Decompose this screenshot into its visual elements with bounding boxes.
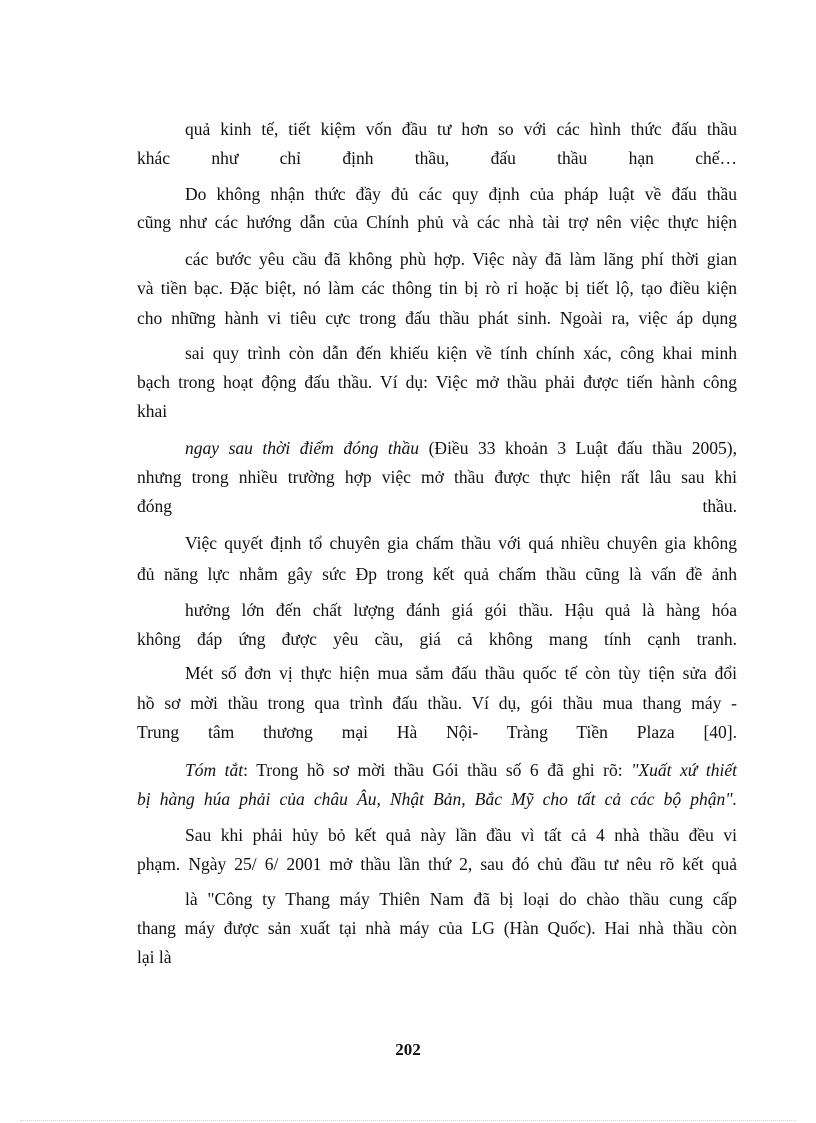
- quote-start: "Xuất xứ thiết: [631, 760, 737, 780]
- paragraph-line: bạch trong hoạt động đấu thầu. Ví dụ: Việc mở thầu phải được tiến hành công: [137, 372, 737, 392]
- summary-label: Tóm tắt: [185, 760, 244, 780]
- paragraph-line: Do không nhận thức đầy đủ các quy định của pháp luật về đấu thầu: [185, 184, 737, 204]
- paragraph-line: [185, 759, 737, 781]
- paragraph-line: và tiền bạc. Đặc biệt, nó làm các thông tin bị rò rỉ hoặc bị tiết lộ, tạo điều kiện: [137, 278, 737, 298]
- paragraph-line: khai: [137, 401, 168, 421]
- paragraph-line: hưởng lớn đến chất lượng đánh giá gói thầu. Hậu quả là hàng hóa: [185, 600, 737, 620]
- paragraph-line: khác như chỉ định thầu, đấu thầu hạn chế…: [137, 148, 737, 168]
- paragraph-line: lại là: [137, 947, 172, 967]
- italic-phrase: ngay sau thời điểm đóng thầu: [185, 438, 420, 458]
- paragraph-line: quả kinh tế, tiết kiệm vốn đầu tư hơn so với các hình thức đấu thầu: [185, 119, 737, 139]
- page-number: 202: [395, 1040, 421, 1059]
- paragraph-line: cũng như các hướng dẫn của Chính phủ và các nhà tài trợ nên việc thực hiện: [137, 212, 737, 232]
- quote-line: bị hàng húa phải của châu Âu, Nhật Bản, Bắc Mỹ cho tất cả các bộ phận".: [137, 789, 737, 809]
- paragraph-line: hồ sơ mời thầu trong qua trình đấu thầu. Ví dụ, gói thầu mua thang máy -: [137, 693, 737, 713]
- bottom-divider: [20, 1120, 796, 1121]
- paragraph-line: sai quy trình còn dẫn đến khiếu kiện về tính chính xác, công khai minh: [185, 343, 737, 363]
- paragraph-line: không đáp ứng được yêu cầu, giá cả không mang tính cạnh tranh.: [137, 629, 737, 649]
- paragraph-line: phạm. Ngày 25/ 6/ 2001 mở thầu lần thứ 2, sau đó chủ đầu tư nêu rõ kết quả: [137, 854, 737, 874]
- citation-text: (Điều 33 khoản 3 Luật đấu thầu 2005),: [428, 438, 738, 458]
- paragraph-line: cho những hành vi tiêu cực trong đấu thầu phát sinh. Ngoài ra, việc áp dụng: [137, 308, 737, 328]
- paragraph-line: Mét số đơn vị thực hiện mua sắm đấu thầu quốc tế còn tùy tiện sửa đổi: [185, 663, 737, 683]
- summary-text: : Trong hồ sơ mời thầu Gói thầu số 6 đã ghi rõ:: [243, 760, 632, 780]
- paragraph-line: thang máy được sản xuất tại nhà máy của LG (Hàn Quốc). Hai nhà thầu còn: [137, 918, 737, 938]
- paragraph-line: Sau khi phải hủy bỏ kết quả này lần đầu vì tất cả 4 nhà thầu đều vi: [185, 825, 737, 845]
- paragraph-line: Trung tâm thương mại Hà Nội- Tràng Tiền Plaza [40].: [137, 722, 737, 742]
- paragraph-line: đủ năng lực nhằm gây sức Đp trong kết quả chấm thầu cũng là vấn đề ảnh: [137, 564, 737, 584]
- paragraph-line: các bước yêu cầu đã không phù hợp. Việc này đã làm lãng phí thời gian: [185, 249, 737, 269]
- paragraph-line: đóng thầu.: [137, 496, 737, 516]
- paragraph-line: Việc quyết định tổ chuyên gia chấm thầu với quá nhiều chuyên gia không: [185, 533, 737, 553]
- paragraph-line: [185, 437, 737, 459]
- paragraph-line: nhưng trong nhiều trường hợp việc mở thầu được thực hiện rất lâu sau khi: [137, 467, 737, 487]
- paragraph-line: là "Công ty Thang máy Thiên Nam đã bị loại do chào thầu cung cấp: [185, 889, 737, 909]
